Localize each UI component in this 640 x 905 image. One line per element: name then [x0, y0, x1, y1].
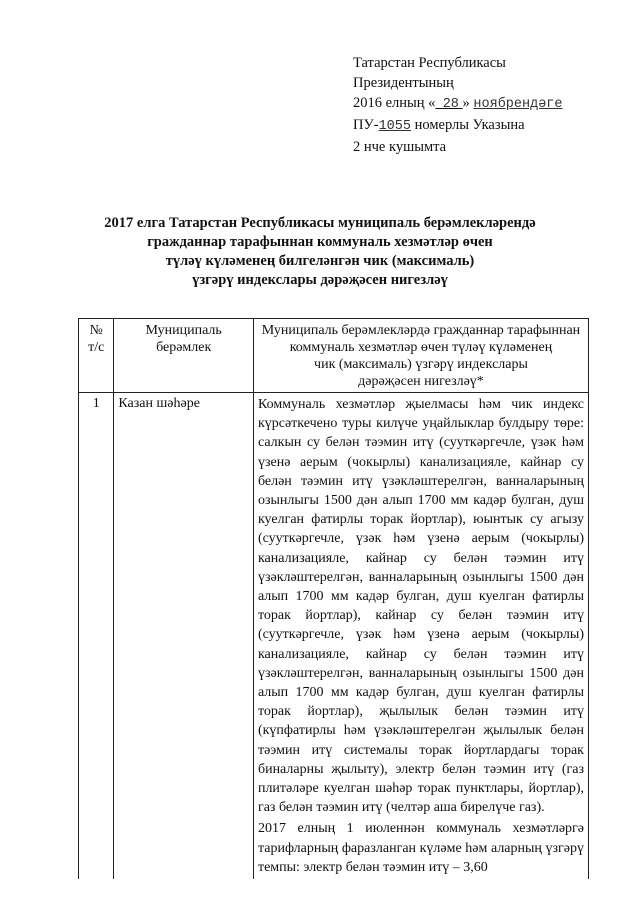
header-justification-line-3: чик (максималь) үзгәрү индекслары — [314, 357, 528, 372]
appendix-line-president: Президентының — [353, 75, 454, 91]
appendix-line-republic: Татарстан Республикасы — [353, 55, 506, 71]
decree-prefix: ПУ- — [353, 117, 379, 133]
row-municipality: Казан шәһәре — [114, 393, 254, 880]
header-number-symbol: № — [89, 323, 103, 338]
header-municipality — [114, 319, 254, 393]
justification-paragraph-1: Коммуналь хезмәтләр җыелмасы һәм чик индекс күрсәткечено туры килүче уңайлыклар булдыру төре: салкын су белән тәэмин итү (сууткәргечле, үзәк һәм үзенә аерым (чокырлы) канализацияле, кайнар су белән тәэмин итү үзәкләштерелгән, ванналарының озынлыгы 1500 дән алып 1700 мм кадәр булган, душ куелган фатирлы торак йортлар), юынтык су агызу (сууткәргечле, үзәк һәм үзенә аерым (чокырлы) канализацияле, кайнар су белән тәэмин итү үзәкләштерелгән, ванналарының озынлыгы 1500 дән алып 1700 мм кадәр булган, душ куелган фатирлы торак йортлар), кайнар су белән тәэмин итү (сууткәргечле, үзәк һәм үзенә аерым (чокырлы) канализацияле, кайнар су белән тәэмин итү үзәкләштерелгән, ванналарының озынлыгы 1500 дән алып 1700 мм кадәр булган, душ куелган фатирлы торак йортлар), җылылык белән тәэмин итү (күпфатирлы һәм үзәкләштерелгән җылылык белән тәэмин итү системалы торак йортлардагы торак биналарны җылыту), электр белән тәэмин итү (газ плитәләре куелган шәһәр торак пунктлары, йортлар), газ белән тәэмин итү (челтәр аша бирелүче газ). — [257, 397, 584, 816]
header-number-abbr: т/с — [88, 340, 105, 355]
appendix-line-date — [353, 93, 563, 115]
date-day-suffix: » — [462, 95, 470, 111]
date-day: 28 — [442, 97, 459, 112]
header-municipality-line-1: Муниципаль — [145, 323, 222, 338]
title-line-4: үзгәрү индекслары дәрәҗәсен нигезләү — [192, 272, 448, 288]
appendix-line-decree — [353, 115, 563, 137]
title-line-2: гражданнар тарафыннан коммуналь хезмәтләр өчен — [147, 234, 493, 250]
decree-suffix: номерлы Указына — [410, 117, 525, 133]
title-line-1: 2017 елга Татарстан Республикасы муниципаль берәмлекләрендә — [104, 215, 536, 231]
row-number: 1 — [79, 393, 114, 880]
document-title — [60, 214, 580, 290]
table-header-row — [79, 319, 589, 393]
header-justification-line-1: Муниципаль берәмлекләрдә гражданнар тарафыннан — [261, 323, 581, 338]
justification-table — [78, 318, 589, 879]
appendix-line-attachment: 2 нче кушымта — [353, 139, 447, 155]
date-prefix: 2016 елның « — [353, 95, 436, 111]
justification-paragraph-2: 2017 елның 1 июленнән коммуналь хезмәтләргә тарифларның фаразланган күләме һәм аларның үзгәрү темпы: электр белән тәэмин итү – 3,60 — [257, 821, 584, 875]
decree-number: 1055 — [378, 119, 411, 134]
header-justification-line-2: коммуналь хезмәтләр өчен түләү күләменең — [289, 340, 553, 355]
row-justification — [253, 393, 588, 880]
date-day-underlined — [435, 95, 462, 111]
header-municipality-line-2: берәмлек — [156, 340, 212, 355]
header-justification — [253, 319, 588, 393]
date-month: ноябрендәге — [473, 97, 563, 112]
header-number — [79, 319, 114, 393]
appendix-reference — [353, 53, 563, 157]
table-row — [79, 393, 589, 880]
header-justification-line-4: дәрәҗәсен нигезләү* — [358, 374, 484, 389]
title-line-3: түләү күләменең билгеләнгән чик (максималь) — [165, 253, 475, 269]
